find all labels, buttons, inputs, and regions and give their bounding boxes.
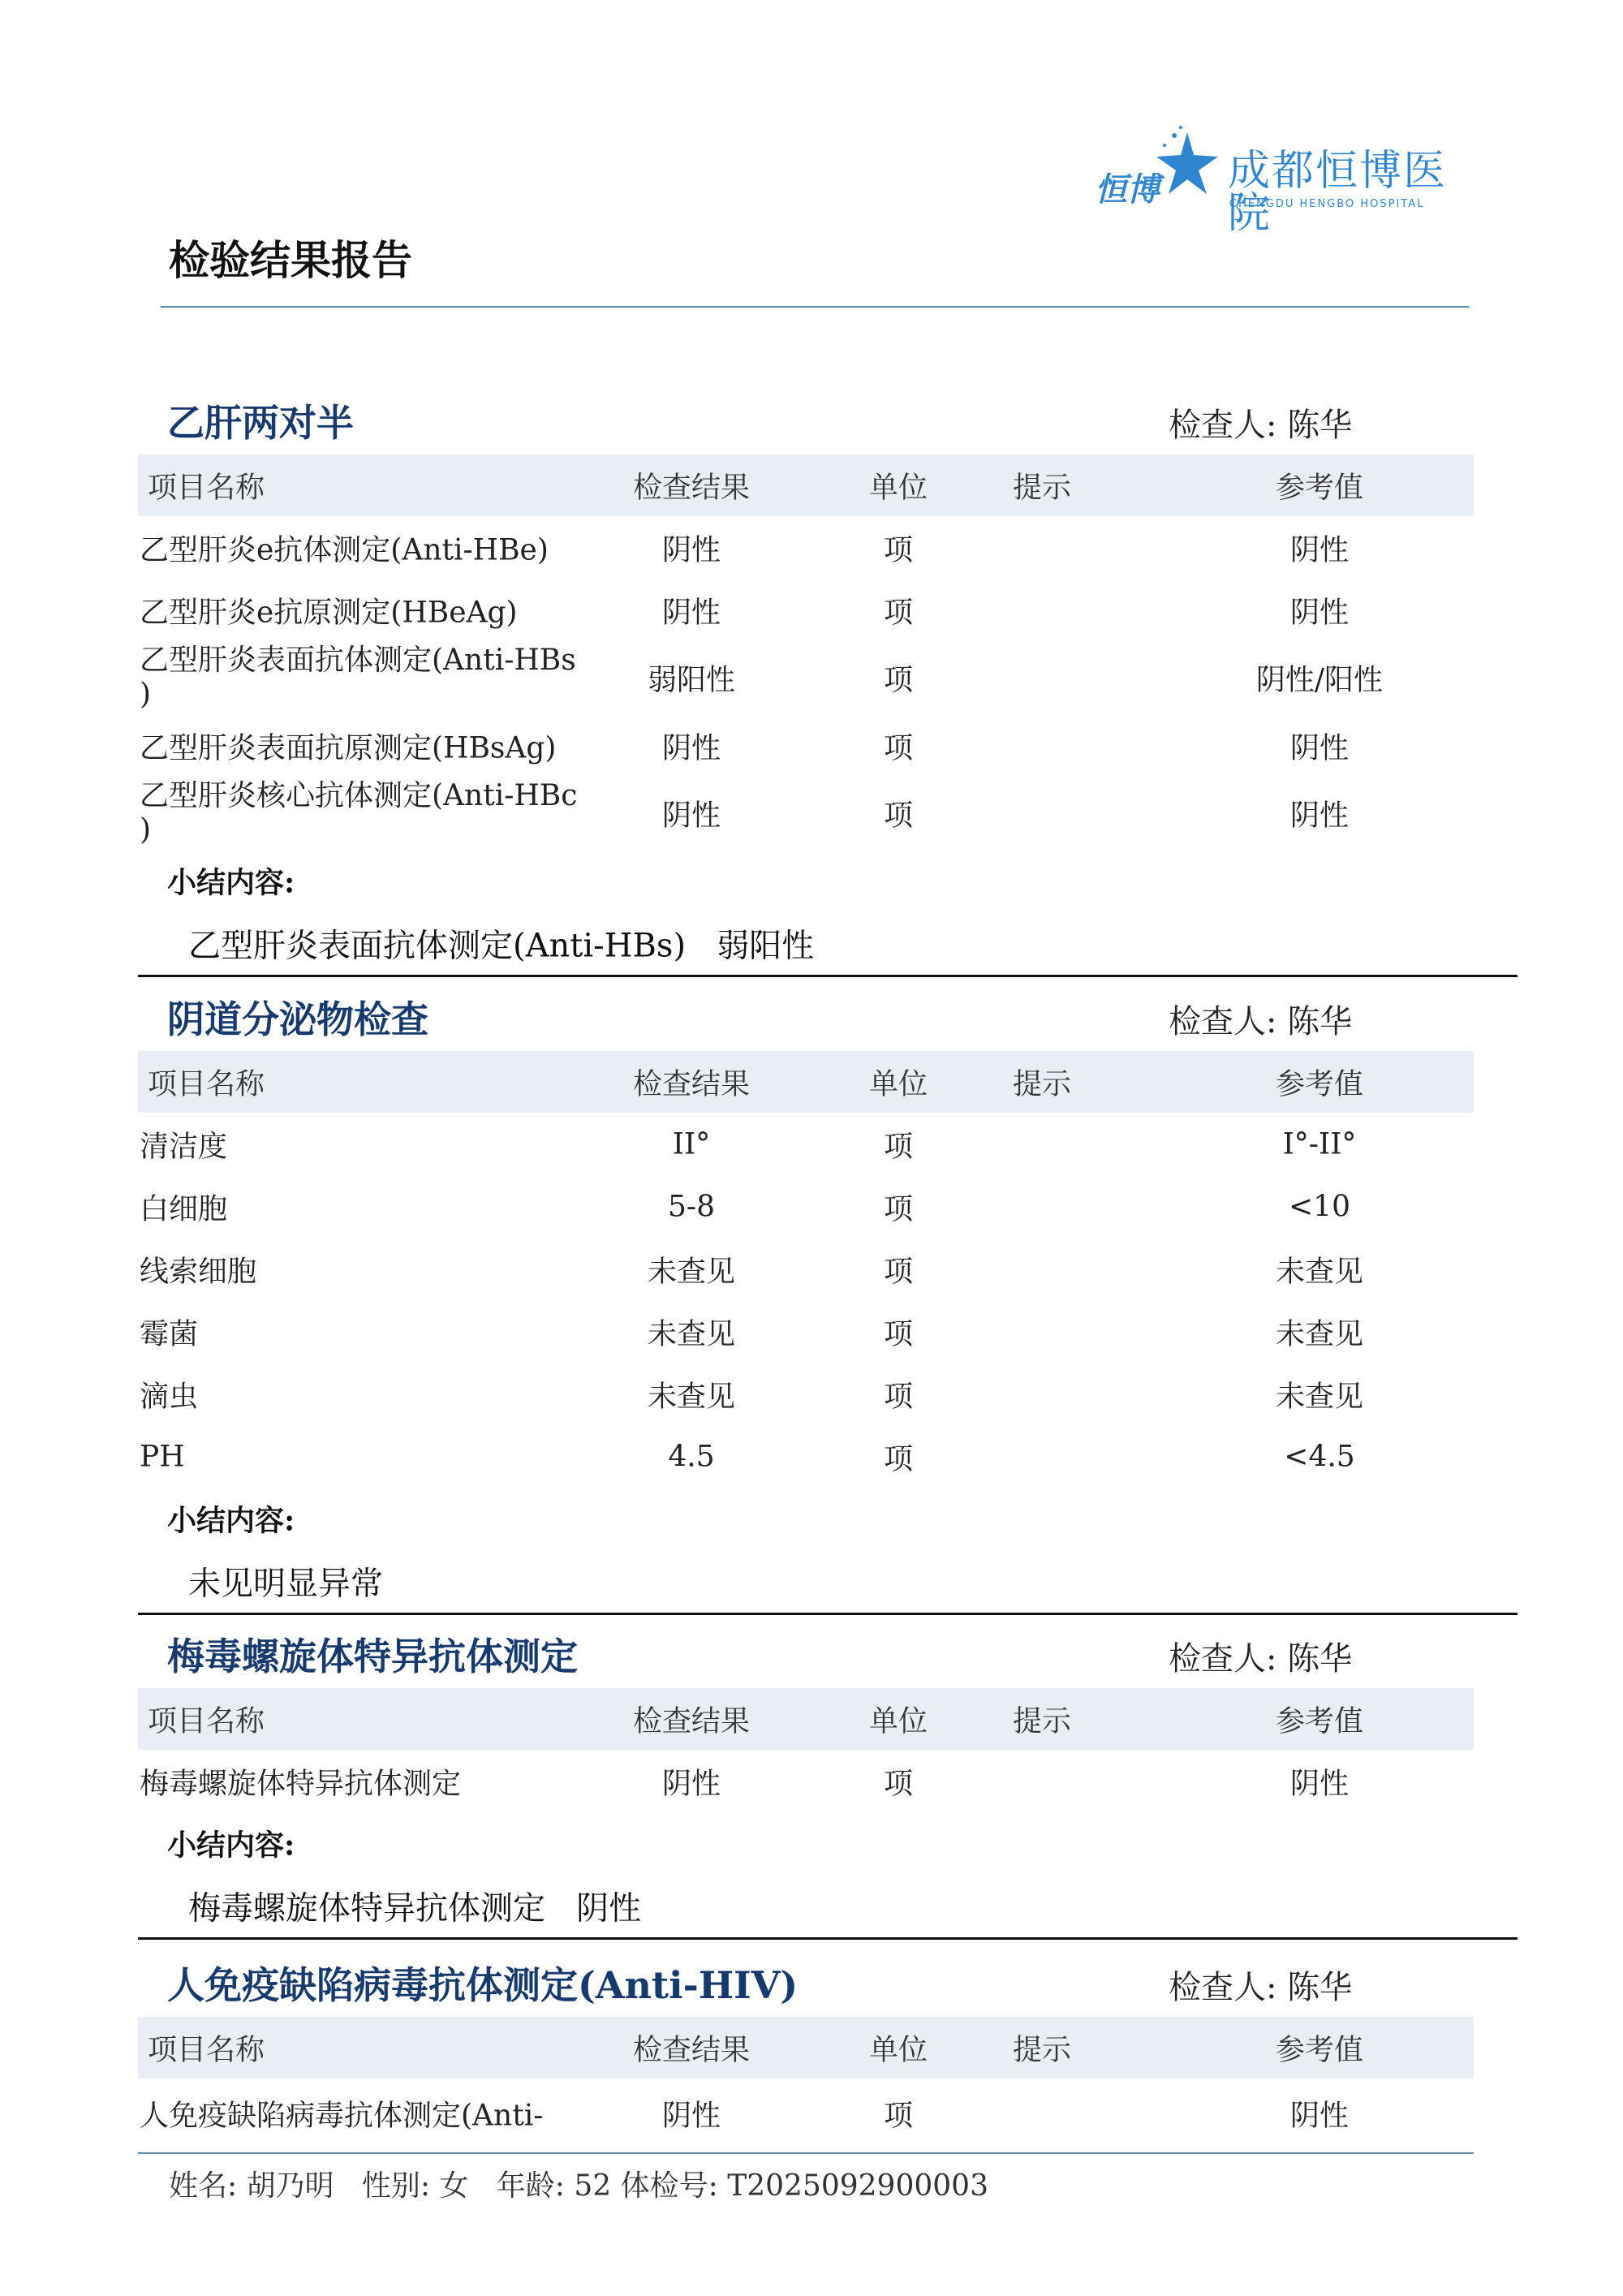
item-unit: 项 bbox=[883, 1380, 914, 1413]
item-unit: 项 bbox=[883, 1255, 914, 1288]
col-hint-header: 提示 bbox=[1013, 471, 1072, 505]
item-name: 乙型肝炎e抗体测定(Anti-HBe) bbox=[140, 533, 549, 566]
item-result: 阴性 bbox=[661, 799, 721, 833]
item-reference: 阴性 bbox=[1289, 2099, 1350, 2132]
summary-label: 小结内容: bbox=[167, 1503, 295, 1538]
item-result: 未查见 bbox=[647, 1380, 736, 1413]
section-syphilis bbox=[138, 1631, 1518, 1940]
col-result-header: 检查结果 bbox=[632, 1067, 751, 1101]
table-row bbox=[138, 1425, 1474, 1488]
item-unit: 项 bbox=[883, 1192, 914, 1226]
item-result: 未查见 bbox=[647, 1255, 736, 1288]
section-hiv bbox=[138, 1960, 1518, 2147]
section-header bbox=[138, 398, 1518, 454]
summary-label: 小结内容: bbox=[167, 1828, 295, 1863]
table-header-row bbox=[138, 2017, 1474, 2078]
section-header bbox=[138, 1631, 1518, 1688]
col-name-header: 项目名称 bbox=[148, 2033, 265, 2067]
col-result-header: 检查结果 bbox=[632, 471, 751, 505]
table-row bbox=[138, 777, 1474, 850]
item-name: 霉菌 bbox=[140, 1317, 199, 1350]
table-header-row bbox=[138, 1051, 1474, 1113]
col-result-header: 检查结果 bbox=[632, 2033, 751, 2067]
inspector: 检查人: 陈华 bbox=[1169, 407, 1353, 444]
item-result: 阴性 bbox=[661, 2099, 721, 2132]
summary-text: 未见明显异常 bbox=[188, 1565, 383, 1603]
item-reference: 阴性 bbox=[1289, 1767, 1350, 1800]
section-title: 梅毒螺旋体特异抗体测定 bbox=[167, 1635, 578, 1678]
item-result: 弱阳性 bbox=[647, 663, 736, 697]
section-divider bbox=[138, 1613, 1518, 1615]
table-row bbox=[138, 1175, 1474, 1238]
item-reference: 阴性/阳性 bbox=[1255, 663, 1384, 697]
table-row bbox=[138, 516, 1474, 579]
item-reference: I°-II° bbox=[1282, 1127, 1357, 1161]
table-row bbox=[138, 1750, 1474, 1812]
col-unit-header: 单位 bbox=[868, 471, 928, 505]
inspector: 检查人: 陈华 bbox=[1169, 1969, 1353, 2006]
item-reference: 阴性 bbox=[1289, 533, 1350, 566]
col-unit-header: 单位 bbox=[868, 2033, 928, 2067]
item-reference: 阴性 bbox=[1289, 799, 1350, 833]
hospital-logo bbox=[1091, 126, 1489, 238]
item-unit: 项 bbox=[883, 1767, 914, 1800]
item-result: 阴性 bbox=[661, 1767, 721, 1800]
item-reference: 未查见 bbox=[1275, 1380, 1364, 1413]
table-row bbox=[138, 1300, 1474, 1363]
inspector: 检查人: 陈华 bbox=[1169, 1640, 1353, 1678]
item-name: 白细胞 bbox=[140, 1192, 228, 1226]
item-reference: 阴性 bbox=[1289, 731, 1350, 765]
col-name-header: 项目名称 bbox=[148, 1704, 265, 1738]
item-reference: <4.5 bbox=[1284, 1440, 1355, 1473]
section-divider bbox=[138, 975, 1518, 977]
section-title: 乙肝两对半 bbox=[167, 401, 354, 445]
table-row bbox=[138, 1238, 1474, 1300]
item-reference: <10 bbox=[1289, 1190, 1350, 1223]
col-hint-header: 提示 bbox=[1013, 1067, 1072, 1101]
col-hint-header: 提示 bbox=[1013, 1704, 1072, 1738]
table-row bbox=[138, 2078, 1474, 2147]
table-header-row bbox=[138, 454, 1474, 516]
item-name: 乙型肝炎核心抗体测定(Anti-HBc ) bbox=[140, 779, 578, 846]
col-hint-header: 提示 bbox=[1013, 2033, 1072, 2067]
item-result: 阴性 bbox=[661, 596, 721, 629]
item-unit: 项 bbox=[883, 1442, 914, 1475]
section-header bbox=[138, 994, 1518, 1051]
section-header bbox=[138, 1960, 1518, 2017]
col-reference-header: 参考值 bbox=[1275, 471, 1364, 505]
col-name-header: 项目名称 bbox=[148, 1067, 265, 1101]
section-divider bbox=[138, 1937, 1518, 1940]
item-unit: 项 bbox=[883, 799, 914, 833]
col-reference-header: 参考值 bbox=[1275, 1704, 1364, 1738]
logo-mark-icon bbox=[1091, 126, 1221, 215]
item-unit: 项 bbox=[883, 596, 914, 629]
item-result: 4.5 bbox=[668, 1440, 715, 1473]
section-title: 人免疫缺陷病毒抗体测定(Anti-HIV) bbox=[167, 1963, 799, 2007]
item-result: 未查见 bbox=[647, 1317, 736, 1350]
item-name: 清洁度 bbox=[140, 1130, 228, 1163]
table-row bbox=[138, 1113, 1474, 1175]
table-row bbox=[138, 1363, 1474, 1425]
section-hepatitis-b bbox=[138, 398, 1518, 977]
item-result: II° bbox=[672, 1127, 711, 1161]
item-unit: 项 bbox=[883, 2099, 914, 2132]
logo-chinese-name: 成都恒博医院 bbox=[1228, 147, 1448, 238]
title-divider bbox=[161, 306, 1469, 308]
item-unit: 项 bbox=[883, 533, 914, 566]
item-name: 乙型肝炎e抗原测定(HBeAg) bbox=[140, 596, 518, 629]
item-reference: 未查见 bbox=[1275, 1255, 1364, 1288]
item-name: 梅毒螺旋体特异抗体测定 bbox=[140, 1767, 462, 1800]
item-name: 人免疫缺陷病毒抗体测定(Anti- bbox=[140, 2099, 544, 2132]
inspector: 检查人: 陈华 bbox=[1169, 1003, 1353, 1040]
item-reference: 阴性 bbox=[1289, 596, 1350, 629]
table-row bbox=[138, 641, 1474, 714]
col-name-header: 项目名称 bbox=[148, 471, 265, 505]
item-result: 阴性 bbox=[661, 533, 721, 566]
logo-english-name: CHENGDU HENGBO HOSPITAL bbox=[1229, 198, 1425, 210]
item-unit: 项 bbox=[883, 1130, 914, 1163]
table-header-row bbox=[138, 1688, 1474, 1750]
item-name: 乙型肝炎表面抗体测定(Anti-HBs ) bbox=[140, 644, 576, 711]
col-unit-header: 单位 bbox=[868, 1067, 928, 1101]
item-unit: 项 bbox=[883, 1317, 914, 1350]
col-unit-header: 单位 bbox=[868, 1704, 928, 1738]
item-name: 乙型肝炎表面抗原测定(HBsAg) bbox=[140, 731, 557, 765]
item-name: 线索细胞 bbox=[140, 1255, 257, 1288]
item-result: 5-8 bbox=[668, 1190, 715, 1223]
report-title: 检验结果报告 bbox=[169, 236, 412, 284]
section-vaginal-secretion bbox=[138, 994, 1518, 1615]
item-name: 滴虫 bbox=[140, 1380, 199, 1413]
item-unit: 项 bbox=[883, 731, 914, 765]
footer-divider bbox=[138, 2152, 1474, 2154]
col-reference-header: 参考值 bbox=[1275, 2033, 1364, 2067]
summary-label: 小结内容: bbox=[167, 865, 295, 900]
item-result: 阴性 bbox=[661, 731, 721, 765]
summary-text: 梅毒螺旋体特异抗体测定 阴性 bbox=[188, 1889, 642, 1928]
col-reference-header: 参考值 bbox=[1275, 1067, 1364, 1101]
item-reference: 未查见 bbox=[1275, 1317, 1364, 1350]
patient-info-footer: 姓名: 胡乃明 性别: 女 年龄: 52 体检号: T2025092900003 bbox=[169, 2169, 988, 2203]
item-name: PH bbox=[140, 1440, 185, 1473]
section-title: 阴道分泌物检查 bbox=[167, 997, 428, 1041]
table-row bbox=[138, 714, 1474, 777]
logo-mark-text: 恒博 bbox=[1095, 171, 1160, 209]
summary-text: 乙型肝炎表面抗体测定(Anti-HBs) 弱阳性 bbox=[188, 927, 815, 965]
table-row bbox=[138, 579, 1474, 641]
col-result-header: 检查结果 bbox=[632, 1704, 751, 1738]
item-unit: 项 bbox=[883, 663, 914, 697]
